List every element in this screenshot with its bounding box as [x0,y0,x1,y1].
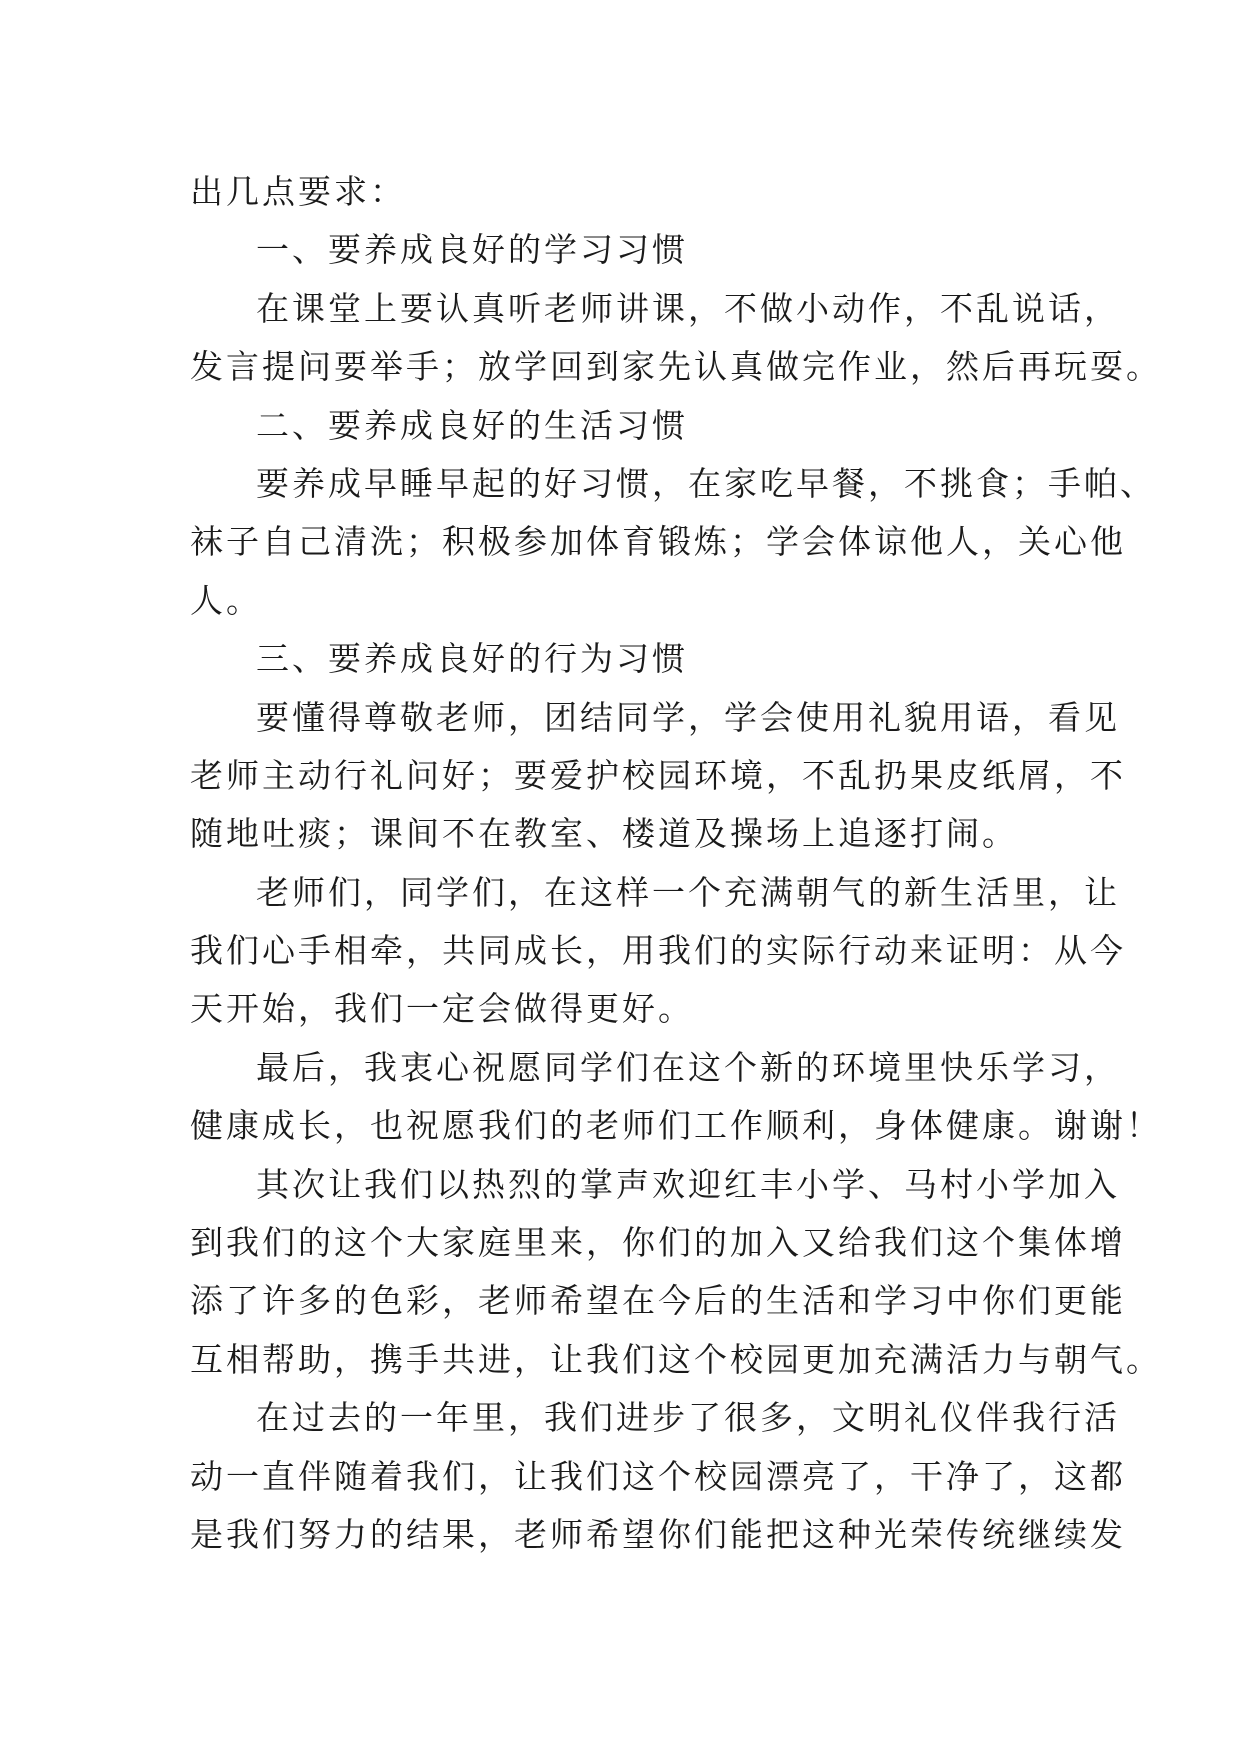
document-body [190,163,1162,1564]
text-line: 到我们的这个大家庭里来，你们的加入又给我们这个集体增 [190,1223,1126,1263]
text-line: 互相帮助，携手共进，让我们这个校园更加充满活力与朝气。 [190,1339,1162,1379]
text-line: 老师们，同学们，在这样一个充满朝气的新生活里，让 [256,872,1120,912]
text-line: 在过去的一年里，我们进步了很多，文明礼仪伴我行活 [256,1398,1120,1438]
text-line: 袜子自己清洗；积极参加体育锻炼；学会体谅他人，关心他 [190,522,1126,562]
text-line: 出几点要求： [190,172,406,211]
text-line: 在课堂上要认真听老师讲课，不做小动作，不乱说话， [256,288,1120,328]
text-line: 发言提问要举手；放学回到家先认真做完作业，然后再玩耍。 [190,347,1162,387]
text-line: 天开始，我们一定会做得更好。 [190,989,694,1029]
text-line: 其次让我们以热烈的掌声欢迎红丰小学、马村小学加入 [256,1164,1120,1204]
text-line: 健康成长，也祝愿我们的老师们工作顺利，身体健康。谢谢！ [190,1106,1162,1146]
text-line: 三、要养成良好的行为习惯 [256,639,688,679]
text-line: 二、要养成良好的生活习惯 [256,405,688,445]
text-line: 动一直伴随着我们，让我们这个校园漂亮了，干净了，这都 [190,1456,1126,1496]
text-line: 人。 [190,580,262,620]
text-line: 最后，我衷心祝愿同学们在这个新的环境里快乐学习， [256,1047,1120,1087]
text-line: 随地吐痰；课间不在教室、楼道及操场上追逐打闹。 [190,814,1018,854]
text-line: 老师主动行礼问好；要爱护校园环境，不乱扔果皮纸屑，不 [190,755,1126,795]
text-line: 要养成早睡早起的好习惯，在家吃早餐，不挑食；手帕、 [256,463,1156,503]
text-line: 是我们努力的结果，老师希望你们能把这种光荣传统继续发 [190,1514,1126,1554]
text-line: 要懂得尊敬老师，团结同学，学会使用礼貌用语，看见 [256,697,1120,737]
text-line: 添了许多的色彩，老师希望在今后的生活和学习中你们更能 [190,1281,1126,1321]
text-line: 一、要养成良好的学习习惯 [256,230,688,270]
text-line: 我们心手相牵，共同成长，用我们的实际行动来证明：从今 [190,931,1126,971]
